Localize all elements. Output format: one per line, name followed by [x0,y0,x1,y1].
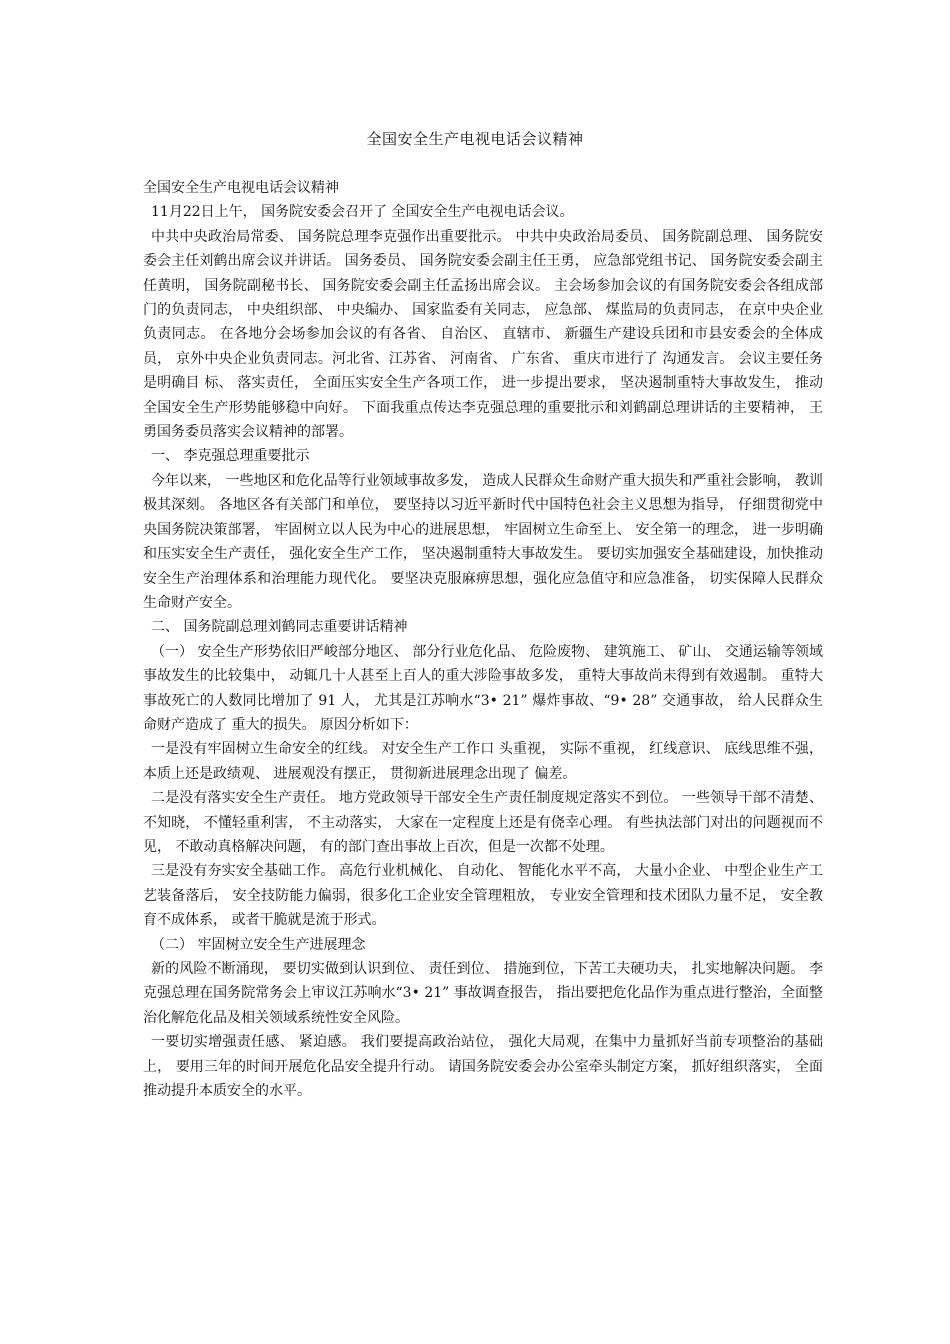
paragraph: 二是没有落实安全生产责任。 地方党政领导干部安全生产责任制度规定落实不到位。 一些领导干部不清楚、 不知晓， 不懂轻重利害， 不主动落实， 大家在一定程度上还是有侥幸心理。 有些执法部门对出的问题视而不见， 不敢动真格解决问题， 有的部门查出事故上百次，但是一次都不处理。 [143,790,823,855]
paragraph: 新的风险不断涌现， 要切实做到认识到位、 责任到位、 措施到位，下苦工夫硬功夫， 扎实地解决问题。 李克强总理在国务院常务会上审议江苏响水“3• 21” 事故调查报告， 指出要把危化品作为重点进行整治，全面整治化解危化品及相关领域系统性安全风险。 [143,961,823,1026]
paragraph: 三是没有夯实安全基础工作。 高危行业机械化、 自动化、 智能化水平不高， 大量小企业、 中型企业生产工艺装备落后， 安全技防能力偏弱，很多化工企业安全管理粗放， 专业安全管理和技术团队力量不足， 安全教育不成体系， 或者干脆就是流于形式。 [143,863,823,929]
document-body [143,176,823,1103]
section-heading: 二、 国务院副总理刘鹤同志重要讲话精神 [151,619,408,636]
paragraph: 今年以来， 一些地区和危化品等行业领域事故多发， 造成人民群众生命财产重大损失和严重社会影响， 教训极其深刻。 各地区各有关部门和单位， 要坚持以习近平新时代中国特色社会主义思想为指导， 仔细贯彻党中央国务院决策部署， 牢固树立以人民为中心的进展思想， 牢固树立生命至上、 安全第一的理念， 进一步明确和压实安全生产责任， 强化安全生产工作， 坚决遏制重特大事故发生。 要切实加强安全基础建设，加快推动安全生产治理体系和治理能力现代化。 要坚决克服麻痹思想，强化应急值守和应急准备， 切实保障人民群众生命财产安全。 [143,472,823,611]
paragraph: 一是没有牢固树立生命安全的红线。 对安全生产工作口 头重视， 实际不重视， 红线意识、 底线思维不强， 本质上还是政绩观、 进展观没有摆正， 贯彻新进展理念出现了 偏差。 [143,741,823,782]
paragraph: （一） 安全生产形势依旧严峻部分地区、 部分行业危化品、 危险废物、 建筑施工、 矿山、 交通运输等领域事故发生的比较集中， 动辄几十人甚至上百人的重大涉险事故多发， 重特大事故尚未得到有效遏制。 重特大事故死亡的人数同比增加了 91 人， 尤其是江苏响水“3• 21” 爆炸事故、“9• 28” 交通事故， 给人民群众生命财产造成了 重大的损失。 原因分析如下： [143,643,823,733]
document-title: 全国安全生产电视电话会议精神 [366,130,584,148]
paragraph: 中共中央政治局常委、 国务院总理李克强作出重要批示。 中共中央政治局委员、 国务院副总理、 国务院安委会主任刘鹤出席会议并讲话。 国务委员、 国务院安委会副主任王勇， 应急部党组书记、 国务院安委会副主任黄明， 国务院副秘书长、 国务院安委会副主任孟扬出席会议。 主会场参加会议的有国务院安委会各组成部门的负责同志， 中央组织部、 中央编办、 国家监委有关同志， 应急部、 煤监局的负责同志， 在京中央企业负责同志。 在各地分会场参加会议的有各省、 自治区、 直辖市、 新疆生产建设兵团和市县安委会的全体成员， 京外中央企业负责同志。河北省、江苏省、 河南省、 广东省、 重庆市进行了 沟通发言。 会议主要任务是明确目 标、 落实责任， 全面压实安全生产各项工作， 进一步提出要求， 坚决遏制重特大事故发生， 推动全国安全生产形势能够稳中向好。 下面我重点传达李克强总理的重要批示和刘鹤副总理讲话的主要精神， 王勇国务委员落实会议精神的部署。 [143,228,823,441]
subsection-heading: （二） 牢固树立安全生产进展理念 [151,936,366,953]
section-heading: 一、 李克强总理重要批示 [151,448,310,465]
paragraph-heading: 全国安全生产电视电话会议精神 [143,180,339,196]
paragraph: 11月22日上午， 国务院安委会召开了 全国安全生产电视电话会议。 [151,204,574,221]
paragraph: 一要切实增强责任感、 紧迫感。 我们要提高政治站位， 强化大局观，在集中力量抓好当前专项整治的基础上， 要用三年的时间开展危化品安全提升行动。 请国务院安委会办公室牵头制定方案， 抓好组织落实， 全面推动提升本质安全的水平。 [143,1034,823,1100]
